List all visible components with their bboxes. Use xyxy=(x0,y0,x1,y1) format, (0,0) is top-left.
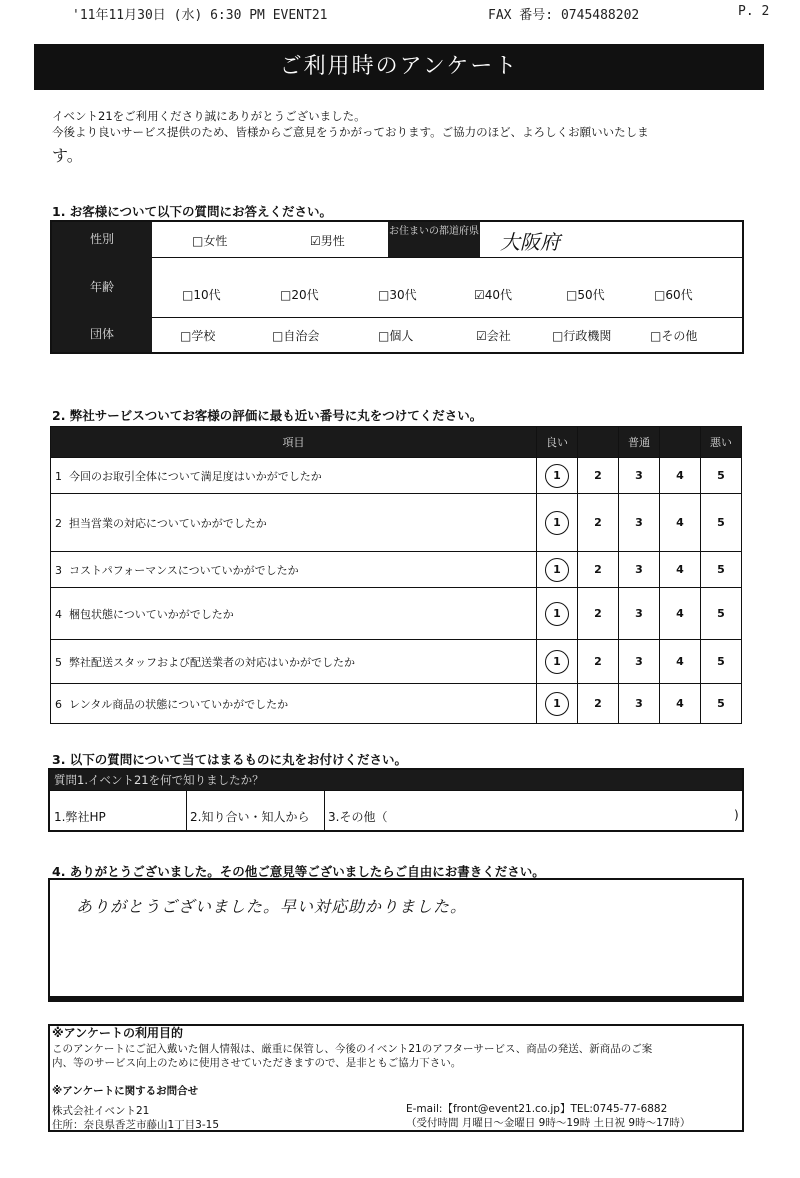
rating-1-circled[interactable]: 1 xyxy=(545,511,569,535)
rating-3[interactable]: 3 xyxy=(619,494,660,552)
option-other[interactable]: □その他 xyxy=(650,329,698,343)
option-school[interactable]: □学校 xyxy=(180,329,216,343)
header-item: 項目 xyxy=(51,427,537,458)
table-row xyxy=(51,684,742,724)
label-gender: 性別 xyxy=(52,222,152,257)
rating-1-circled[interactable]: 1 xyxy=(545,464,569,488)
rating-5[interactable]: 5 xyxy=(701,458,742,494)
header-bad: 悪い xyxy=(701,427,742,458)
table-row xyxy=(51,588,742,640)
rating-3[interactable]: 3 xyxy=(619,640,660,684)
rating-2[interactable]: 2 xyxy=(578,552,619,588)
rating-3[interactable]: 3 xyxy=(619,684,660,724)
question-text: 担当営業の対応についていかがでしたか xyxy=(69,516,267,530)
label-prefecture: お住まいの都道府県 xyxy=(388,222,480,257)
question-text: レンタル商品の状態についていかがでしたか xyxy=(69,697,289,711)
purpose-title: ※アンケートの利用目的 xyxy=(52,1026,183,1040)
intro-line-3: す。 xyxy=(52,146,83,165)
rating-2[interactable]: 2 xyxy=(578,684,619,724)
fax-header-left: '11年11月30日 (水) 6:30 PM EVENT21 xyxy=(72,8,328,23)
rating-5[interactable]: 5 xyxy=(701,494,742,552)
option-age-30s[interactable]: □30代 xyxy=(378,288,417,302)
option-male[interactable]: ☑男性 xyxy=(310,234,345,248)
table-row xyxy=(51,640,742,684)
question-text: 今回のお取引全体について満足度はいかがでしたか xyxy=(69,469,322,483)
section3-question: 質問1.イベント21を何で知りましたか？ xyxy=(50,770,742,790)
intro-line-1: イベント21をご利用くださり誠にありがとうございました。 xyxy=(52,109,366,123)
table-row xyxy=(51,494,742,552)
section1-heading: 1. お客様について以下の質問にお答えください。 xyxy=(52,204,333,219)
question-no: 3 xyxy=(55,563,62,577)
table-row xyxy=(51,552,742,588)
section2-heading: 2. 弊社サービスついてお客様の評価に最も近い番号に丸をつけてください。 xyxy=(52,408,483,423)
rating-5[interactable]: 5 xyxy=(701,684,742,724)
comment-box[interactable] xyxy=(48,878,744,1002)
rating-3[interactable]: 3 xyxy=(619,458,660,494)
question-text: コストパフォーマンスについていかがでしたか xyxy=(69,563,299,577)
close-paren: ) xyxy=(734,808,739,822)
option-our-website[interactable]: 1.弊社HP xyxy=(54,810,106,824)
company-name: 株式会社イベント21 xyxy=(52,1105,150,1117)
rating-2[interactable]: 2 xyxy=(578,494,619,552)
handwritten-comment: ありがとうございました。早い対応助かりました。 xyxy=(76,897,468,916)
question-no: 2 xyxy=(55,516,62,530)
rating-4[interactable]: 4 xyxy=(660,494,701,552)
table-row xyxy=(51,458,742,494)
section4-heading: 4. ありがとうございました。その他ご意見等ございましたらご自由にお書きください。 xyxy=(52,864,545,879)
rating-1-circled[interactable]: 1 xyxy=(545,650,569,674)
rating-1-circled[interactable]: 1 xyxy=(545,602,569,626)
option-individual[interactable]: □個人 xyxy=(378,329,414,343)
option-age-20s[interactable]: □20代 xyxy=(280,288,319,302)
rating-4[interactable]: 4 xyxy=(660,684,701,724)
rating-5[interactable]: 5 xyxy=(701,588,742,640)
header-normal: 普通 xyxy=(619,427,660,458)
purpose-text-1: このアンケートにご記入戴いた個人情報は、厳重に保管し、今後のイベント21のアフターサービス、商品の発送、新商品のご案 xyxy=(52,1043,653,1055)
prefecture-value[interactable]: 大阪府 xyxy=(500,230,560,254)
question-text: 弊社配送スタッフおよび配送業者の対応はいかがでしたか xyxy=(69,655,355,669)
option-company[interactable]: ☑会社 xyxy=(476,329,511,343)
purpose-text-2: 内、等のサービス向上のために使用させていただきますので、是非ともご協力下さい。 xyxy=(52,1057,462,1069)
question-no: 4 xyxy=(55,607,62,621)
question-no: 5 xyxy=(55,655,62,669)
section3-heading: 3. 以下の質問について当てはまるものに丸をお付けください。 xyxy=(52,752,408,767)
label-group: 団体 xyxy=(52,317,152,352)
rating-1-circled[interactable]: 1 xyxy=(545,692,569,716)
rating-2[interactable]: 2 xyxy=(578,640,619,684)
rating-table xyxy=(50,426,742,724)
option-age-10s[interactable]: □10代 xyxy=(182,288,221,302)
company-address: 住所：奈良県香芝市藤山1丁目3-15 xyxy=(52,1119,220,1131)
question-no: 6 xyxy=(55,697,62,711)
footer-box xyxy=(48,1024,744,1132)
question-text: 梱包状態についていかがでしたか xyxy=(69,607,234,621)
option-age-60s[interactable]: □60代 xyxy=(654,288,693,302)
page-number: P. 2 xyxy=(738,4,770,19)
option-other-source[interactable]: 3.その他（ xyxy=(328,810,388,824)
option-female[interactable]: □女性 xyxy=(192,234,228,248)
rating-1-circled[interactable]: 1 xyxy=(545,558,569,582)
header-good: 良い xyxy=(537,427,578,458)
fax-number: FAX 番号: 0745488202 xyxy=(488,8,640,23)
rating-table-header xyxy=(51,427,742,458)
contact-title: ※アンケートに関するお問合せ xyxy=(52,1085,199,1097)
rating-4[interactable]: 4 xyxy=(660,640,701,684)
label-age: 年齢 xyxy=(52,257,152,317)
reception-hours: （受付時間 月曜日～金曜日 9時～19時 土日祝 9時～17時） xyxy=(406,1117,691,1129)
option-age-40s[interactable]: ☑40代 xyxy=(474,288,513,302)
option-government[interactable]: □行政機関 xyxy=(552,329,612,343)
section1-table xyxy=(50,220,744,354)
rating-4[interactable]: 4 xyxy=(660,458,701,494)
option-age-50s[interactable]: □50代 xyxy=(566,288,605,302)
rating-5[interactable]: 5 xyxy=(701,640,742,684)
question-no: 1 xyxy=(55,469,62,483)
section3-box xyxy=(48,768,744,832)
rating-2[interactable]: 2 xyxy=(578,588,619,640)
option-acquaintance[interactable]: 2.知り合い・知人から xyxy=(190,810,310,824)
rating-4[interactable]: 4 xyxy=(660,588,701,640)
rating-5[interactable]: 5 xyxy=(701,552,742,588)
rating-2[interactable]: 2 xyxy=(578,458,619,494)
survey-title: ご利用時のアンケート xyxy=(34,44,764,90)
rating-4[interactable]: 4 xyxy=(660,552,701,588)
option-neighborhood-assoc[interactable]: □自治会 xyxy=(272,329,320,343)
contact-email-tel: E-mail:【front@event21.co.jp】TEL:0745-77-6882 xyxy=(406,1103,668,1115)
rating-3[interactable]: 3 xyxy=(619,552,660,588)
rating-3[interactable]: 3 xyxy=(619,588,660,640)
intro-line-2: 今後より良いサービス提供のため、皆様からご意見をうかがっております。ご協力のほど、よろしくお願いいたしま xyxy=(52,125,649,139)
